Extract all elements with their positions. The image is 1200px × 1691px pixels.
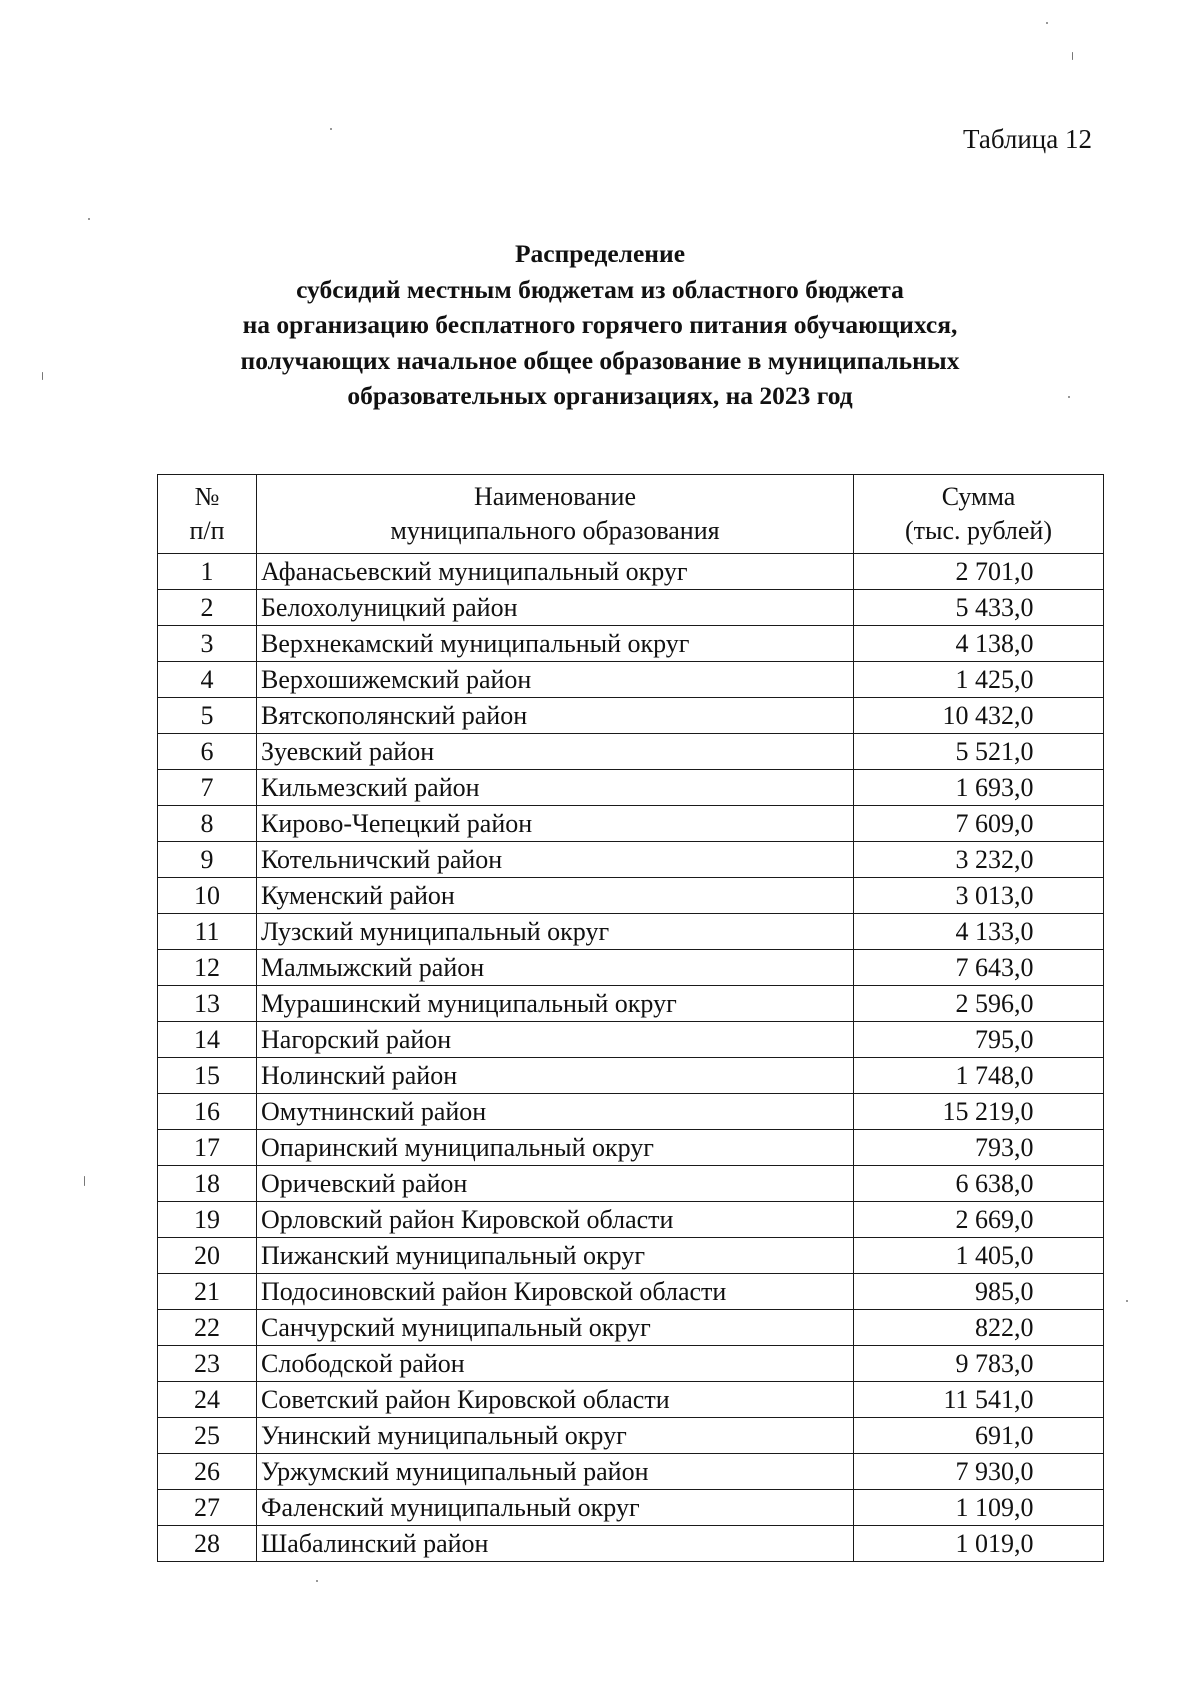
- row-number: 20: [158, 1238, 257, 1274]
- subsidy-amount-cell: [854, 554, 1104, 590]
- row-number: 16: [158, 1094, 257, 1130]
- municipality-name: Фаленский муниципальный округ: [257, 1490, 854, 1526]
- subsidy-amount: 1 425,0: [955, 664, 1034, 694]
- subsidy-amount-cell: [854, 1130, 1104, 1166]
- subsidy-amount-cell: [854, 842, 1104, 878]
- subsidy-amount-cell: [854, 950, 1104, 986]
- subsidy-amount-cell: [854, 986, 1104, 1022]
- table-row: [158, 1058, 1104, 1094]
- subsidy-amount-cell: [854, 1454, 1104, 1490]
- table-row: [158, 1346, 1104, 1382]
- table-body: [158, 554, 1104, 1562]
- municipality-name: Верхнекамский муниципальный округ: [257, 626, 854, 662]
- municipality-name: Подосиновский район Кировской области: [257, 1274, 854, 1310]
- subsidy-amount-cell: [854, 626, 1104, 662]
- municipality-name: Нагорский район: [257, 1022, 854, 1058]
- subsidy-amount: 822,0: [975, 1312, 1034, 1342]
- table-row: [158, 734, 1104, 770]
- table-row: [158, 1382, 1104, 1418]
- table-row: [158, 878, 1104, 914]
- row-number: 14: [158, 1022, 257, 1058]
- table-row: [158, 986, 1104, 1022]
- table-row: [158, 770, 1104, 806]
- row-number: 25: [158, 1418, 257, 1454]
- subsidy-amount-cell: [854, 1274, 1104, 1310]
- header-name: [257, 475, 854, 554]
- municipality-name: Вятскополянский район: [257, 698, 854, 734]
- municipality-name: Кильмезский район: [257, 770, 854, 806]
- scan-speck: [1068, 396, 1070, 398]
- municipality-name: Лузский муниципальный округ: [257, 914, 854, 950]
- table-row: [158, 1490, 1104, 1526]
- municipality-name: Орловский район Кировской области: [257, 1202, 854, 1238]
- municipality-name: Пижанский муниципальный округ: [257, 1238, 854, 1274]
- row-number: 3: [158, 626, 257, 662]
- table-row: [158, 626, 1104, 662]
- municipality-name: Куменский район: [257, 878, 854, 914]
- subsidy-amount: 7 609,0: [955, 808, 1034, 838]
- subsidy-amount: 691,0: [975, 1420, 1034, 1450]
- header-name-line2: муниципального образования: [390, 516, 720, 545]
- row-number: 6: [158, 734, 257, 770]
- subsidy-amount-cell: [854, 914, 1104, 950]
- municipality-name: Верхошижемский район: [257, 662, 854, 698]
- municipality-name: Малмыжский район: [257, 950, 854, 986]
- subsidy-amount: 1 019,0: [955, 1528, 1034, 1558]
- municipality-name: Белохолуницкий район: [257, 590, 854, 626]
- scan-speck: [42, 372, 43, 380]
- scan-speck: [1126, 1300, 1128, 1302]
- subsidy-amount-cell: [854, 1238, 1104, 1274]
- subsidy-amount: 1 405,0: [955, 1240, 1034, 1270]
- row-number: 17: [158, 1130, 257, 1166]
- row-number: 13: [158, 986, 257, 1022]
- subsidy-amount: 2 596,0: [955, 988, 1034, 1018]
- subsidy-amount-cell: [854, 662, 1104, 698]
- row-number: 24: [158, 1382, 257, 1418]
- subsidy-amount: 4 133,0: [955, 916, 1034, 946]
- subsidy-amount: 11 541,0: [943, 1384, 1034, 1414]
- header-sum: [854, 475, 1104, 554]
- table-row: [158, 806, 1104, 842]
- row-number: 9: [158, 842, 257, 878]
- row-number: 8: [158, 806, 257, 842]
- title-line: субсидий местным бюджетам из областного бюджета: [296, 274, 904, 304]
- header-number: [158, 475, 257, 554]
- subsidy-amount: 3 232,0: [955, 844, 1034, 874]
- subsidy-amount: 4 138,0: [955, 628, 1034, 658]
- municipality-name: Опаринский муниципальный округ: [257, 1130, 854, 1166]
- subsidy-amount-cell: [854, 1058, 1104, 1094]
- scan-speck: [1072, 52, 1073, 60]
- subsidy-amount-cell: [854, 770, 1104, 806]
- subsidy-amount-cell: [854, 806, 1104, 842]
- subsidy-amount: 2 701,0: [955, 556, 1034, 586]
- row-number: 5: [158, 698, 257, 734]
- municipality-name: Мурашинский муниципальный округ: [257, 986, 854, 1022]
- table-row: [158, 1418, 1104, 1454]
- scan-speck: [88, 218, 90, 220]
- title-line: получающих начальное общее образование в муниципальных: [240, 345, 960, 375]
- subsidy-amount-cell: [854, 1166, 1104, 1202]
- row-number: 19: [158, 1202, 257, 1238]
- row-number: 12: [158, 950, 257, 986]
- municipality-name: Слободской район: [257, 1346, 854, 1382]
- municipality-name: Санчурский муниципальный округ: [257, 1310, 854, 1346]
- title-line: Распределение: [514, 239, 686, 268]
- municipality-name: Афанасьевский муниципальный округ: [257, 554, 854, 590]
- subsidy-amount-cell: [854, 698, 1104, 734]
- subsidy-amount-cell: [854, 1022, 1104, 1058]
- table-row: [158, 1202, 1104, 1238]
- title-line: образовательных организациях, на 2023 год: [347, 381, 853, 410]
- municipality-name: Кирово-Чепецкий район: [257, 806, 854, 842]
- subsidy-amount: 7 643,0: [955, 952, 1034, 982]
- subsidy-amount: 985,0: [975, 1276, 1034, 1306]
- table-row: [158, 1238, 1104, 1274]
- title-line: на организацию бесплатного горячего питания обучающихся,: [242, 310, 958, 339]
- table-row: [158, 842, 1104, 878]
- table-row: [158, 950, 1104, 986]
- table-header-row: [158, 475, 1104, 554]
- row-number: 11: [158, 914, 257, 950]
- subsidy-amount-cell: [854, 1526, 1104, 1562]
- subsidy-table: [157, 474, 1104, 1562]
- subsidy-amount: 6 638,0: [955, 1168, 1034, 1198]
- document-title: [0, 236, 1200, 414]
- row-number: 28: [158, 1526, 257, 1562]
- municipality-name: Советский район Кировской области: [257, 1382, 854, 1418]
- table-row: [158, 1130, 1104, 1166]
- subsidy-amount: 1 748,0: [955, 1060, 1034, 1090]
- subsidy-amount-cell: [854, 1310, 1104, 1346]
- municipality-name: Котельничский район: [257, 842, 854, 878]
- subsidy-amount-cell: [854, 1418, 1104, 1454]
- table-row: [158, 1310, 1104, 1346]
- header-name-line1: Наименование: [474, 482, 636, 511]
- subsidy-amount: 10 432,0: [942, 700, 1034, 730]
- row-number: 4: [158, 662, 257, 698]
- row-number: 27: [158, 1490, 257, 1526]
- municipality-name: Унинский муниципальный округ: [257, 1418, 854, 1454]
- table-row: [158, 914, 1104, 950]
- table-row: [158, 590, 1104, 626]
- municipality-name: Зуевский район: [257, 734, 854, 770]
- table-row: [158, 698, 1104, 734]
- table-row: [158, 1094, 1104, 1130]
- table-label: Таблица 12: [963, 124, 1092, 154]
- row-number: 22: [158, 1310, 257, 1346]
- subsidy-amount: 5 433,0: [955, 592, 1034, 622]
- subsidy-amount-cell: [854, 1490, 1104, 1526]
- table-row: [158, 1166, 1104, 1202]
- row-number: 7: [158, 770, 257, 806]
- subsidy-amount: 15 219,0: [942, 1096, 1034, 1126]
- table-row: [158, 1022, 1104, 1058]
- header-sum-line2: (тыс. рублей): [904, 516, 1052, 545]
- table-row: [158, 1454, 1104, 1490]
- subsidy-amount: 7 930,0: [955, 1456, 1034, 1486]
- subsidy-amount-cell: [854, 1382, 1104, 1418]
- row-number: 2: [158, 590, 257, 626]
- subsidy-amount-cell: [854, 1202, 1104, 1238]
- header-number-line1: №: [194, 482, 220, 511]
- header-number-line2: п/п: [189, 516, 225, 545]
- table-row: [158, 662, 1104, 698]
- subsidy-amount: 1 693,0: [955, 772, 1034, 802]
- scan-speck: [84, 1176, 85, 1186]
- scan-speck: [316, 1580, 318, 1582]
- scan-speck: [1046, 22, 1048, 24]
- subsidy-amount-cell: [854, 590, 1104, 626]
- subsidy-amount: 9 783,0: [955, 1348, 1034, 1378]
- table-row: [158, 554, 1104, 590]
- subsidy-amount: 2 669,0: [955, 1204, 1034, 1234]
- row-number: 15: [158, 1058, 257, 1094]
- subsidy-amount: 793,0: [975, 1132, 1034, 1162]
- subsidy-amount: 1 109,0: [955, 1492, 1034, 1522]
- header-sum-line1: Сумма: [941, 482, 1016, 511]
- subsidy-amount: 3 013,0: [955, 880, 1034, 910]
- table-row: [158, 1274, 1104, 1310]
- subsidy-amount: 5 521,0: [955, 736, 1034, 766]
- subsidy-amount-cell: [854, 1094, 1104, 1130]
- subsidy-amount: 795,0: [975, 1024, 1034, 1054]
- municipality-name: Омутнинский район: [257, 1094, 854, 1130]
- row-number: 18: [158, 1166, 257, 1202]
- table-row: [158, 1526, 1104, 1562]
- subsidy-amount-cell: [854, 878, 1104, 914]
- municipality-name: Нолинский район: [257, 1058, 854, 1094]
- row-number: 21: [158, 1274, 257, 1310]
- municipality-name: Уржумский муниципальный район: [257, 1454, 854, 1490]
- row-number: 10: [158, 878, 257, 914]
- scan-speck: [330, 128, 332, 130]
- row-number: 23: [158, 1346, 257, 1382]
- municipality-name: Оричевский район: [257, 1166, 854, 1202]
- municipality-name: Шабалинский район: [257, 1526, 854, 1562]
- subsidy-amount-cell: [854, 734, 1104, 770]
- subsidy-amount-cell: [854, 1346, 1104, 1382]
- row-number: 1: [158, 554, 257, 590]
- row-number: 26: [158, 1454, 257, 1490]
